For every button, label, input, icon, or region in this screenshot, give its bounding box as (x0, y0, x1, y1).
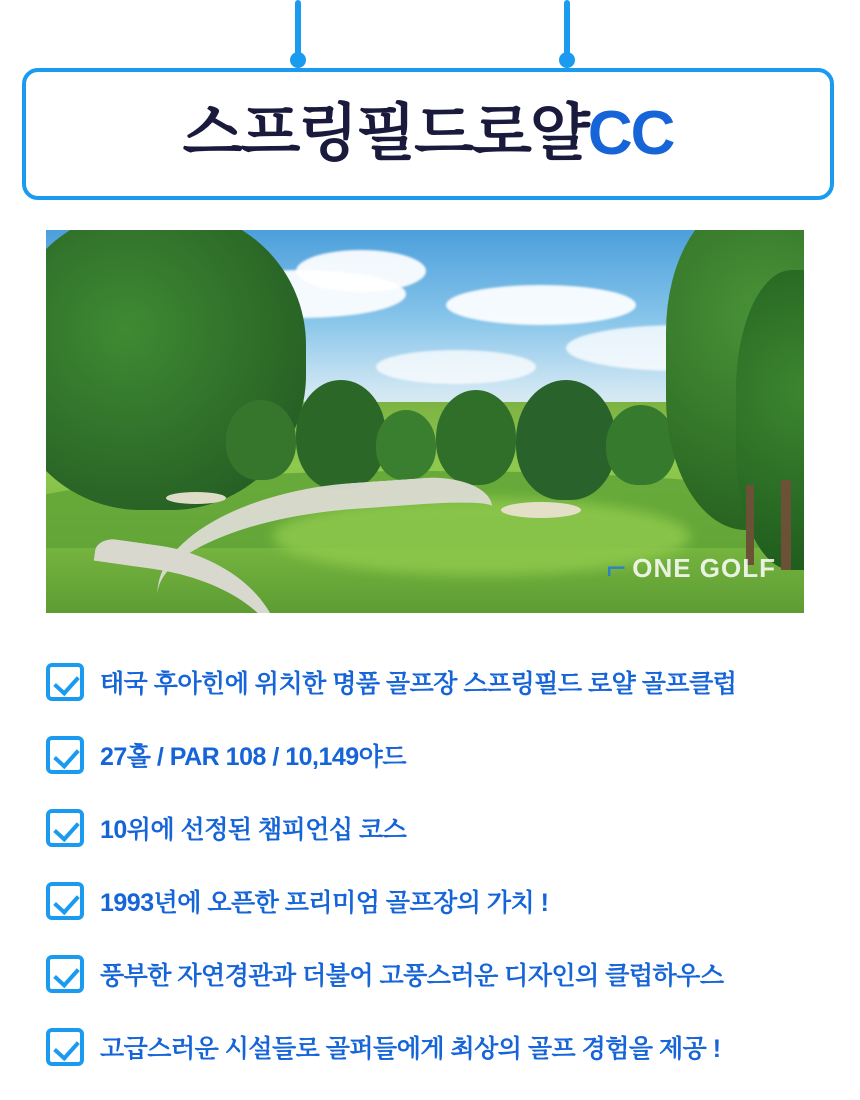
cloud-icon (446, 285, 636, 325)
list-item (46, 937, 826, 1010)
pin-left-icon (295, 0, 301, 60)
checkbox-icon (46, 736, 84, 774)
pin-decoration-group (0, 0, 860, 72)
watermark-logo-icon: ⌐ (606, 549, 627, 587)
bunker-shape (501, 502, 581, 518)
list-item-label: 27홀 / PAR 108 / 10,149야드 (100, 742, 406, 771)
cloud-icon (296, 250, 426, 292)
checkbox-icon (46, 882, 84, 920)
golf-course-photo (46, 230, 804, 613)
checkbox-icon (46, 663, 84, 701)
list-item-label: 풍부한 자연경관과 더불어 고풍스러운 디자인의 클럽하우스 (100, 961, 724, 990)
tree-icon (376, 410, 436, 480)
list-item-label: 태국 후아힌에 위치한 명품 골프장 스프링필드 로얄 골프클럽 (100, 669, 737, 698)
tree-icon (296, 380, 386, 490)
list-item (46, 1010, 826, 1083)
checkbox-icon (46, 809, 84, 847)
list-item-label: 고급스러운 시설들로 골퍼들에게 최상의 골프 경험을 제공 ! (100, 1034, 721, 1063)
list-item (46, 718, 826, 791)
list-item (46, 791, 826, 864)
pin-right-icon (564, 0, 570, 60)
page-title-korean: 스프링필드로얄 (182, 99, 588, 168)
title-card (22, 68, 834, 200)
tree-icon (436, 390, 516, 485)
page-title (182, 99, 674, 168)
list-item (46, 864, 826, 937)
tree-trunk (781, 480, 791, 570)
tree-icon (226, 400, 296, 480)
page-title-english: CC (587, 99, 674, 168)
checkbox-icon (46, 955, 84, 993)
list-item-label: 10위에 선정된 챔피언십 코스 (100, 815, 407, 844)
cloud-icon (376, 350, 536, 384)
watermark (606, 551, 776, 585)
watermark-label: ONE GOLF (632, 552, 776, 583)
tree-icon (606, 405, 676, 485)
list-item-label: 1993년에 오픈한 프리미엄 골프장의 가치 ! (100, 888, 549, 917)
checkbox-icon (46, 1028, 84, 1066)
list-item (46, 645, 826, 718)
tree-icon (516, 380, 616, 500)
feature-list (46, 645, 826, 1083)
bunker-shape (166, 492, 226, 504)
